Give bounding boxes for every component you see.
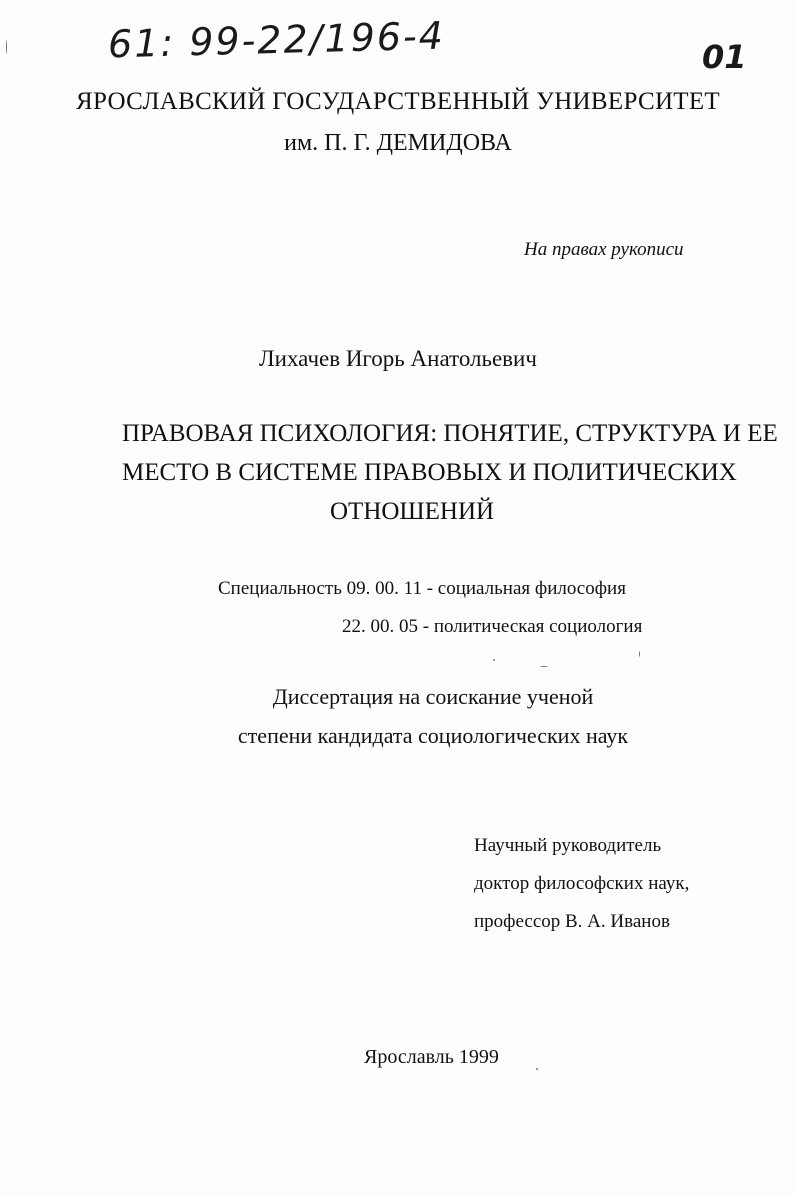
scan-speck [540,666,548,667]
scan-speck [6,40,7,54]
university-named-after: им. П. Г. ДЕМИДОВА [284,130,512,156]
specialty-line: Специальность 09. 00. 11 - социальная философия [218,578,626,599]
dissertation-degree-line: степени кандидата социологических наук [237,723,629,748]
dissertation-degree-line: Диссертация на соискание ученой [272,684,594,709]
dissertation-title-line: ОТНОШЕНИЙ [330,498,495,525]
handwritten-page-mark: 01 [702,38,747,76]
city-year: Ярославль 1999 [364,1046,499,1068]
dissertation-title-line: ПРАВОВАЯ ПСИХОЛОГИЯ: ПОНЯТИЕ, СТРУКТУРА И ЕЕ [122,420,778,447]
advisor-line: доктор философских наук, [474,873,690,894]
advisor-line: Научный руководитель [474,835,662,856]
scan-speck [536,1068,538,1070]
advisor-line: профессор В. А. Иванов [474,911,670,932]
scan-speck [493,659,495,661]
specialty-line: 22. 00. 05 - политическая социология [342,616,643,637]
dissertation-title-line: МЕСТО В СИСТЕМЕ ПРАВОВЫХ И ПОЛИТИЧЕСКИХ [122,459,737,486]
handwritten-archive-code: 61: 99-22/196-4 [107,13,446,67]
rights-note: На правах рукописи [524,239,684,260]
scan-speck [639,651,640,657]
author-name: Лихачев Игорь Анатольевич [259,346,537,371]
university-name: ЯРОСЛАВСКИЙ ГОСУДАРСТВЕННЫЙ УНИВЕРСИТЕТ [75,88,721,115]
